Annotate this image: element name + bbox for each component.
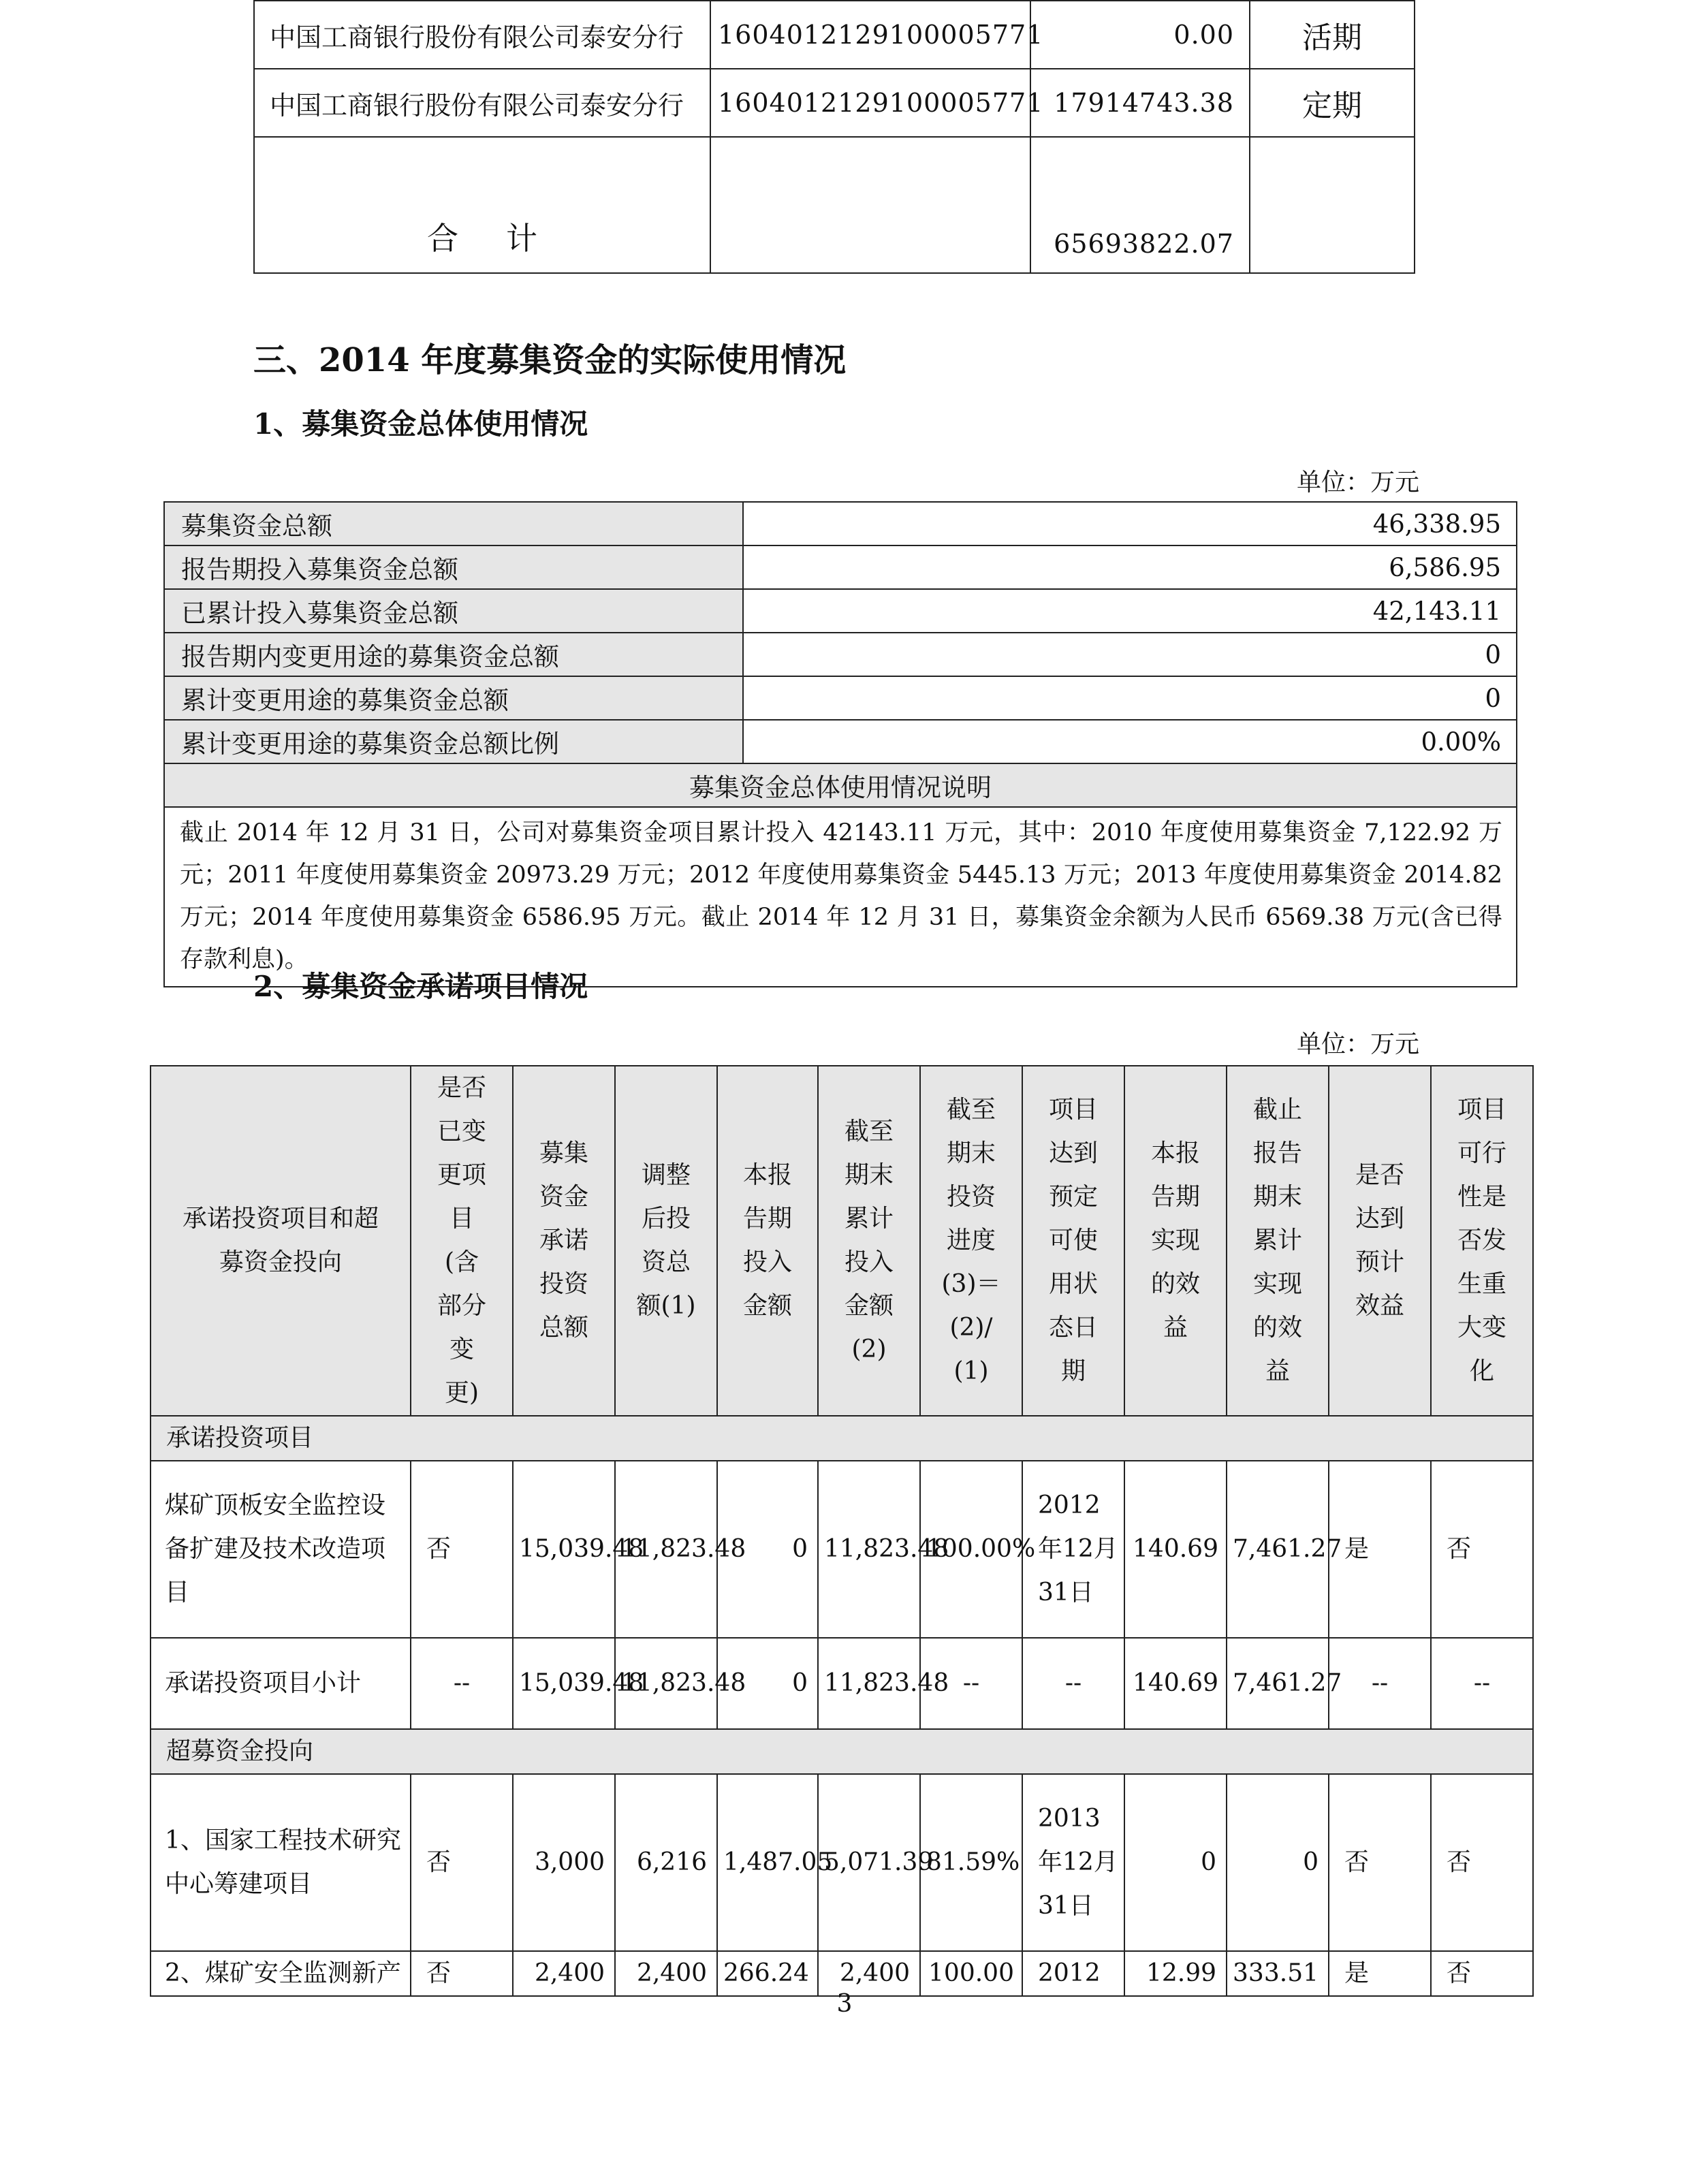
cell: 0 (1227, 1774, 1329, 1951)
cell: 3,000 (513, 1774, 615, 1951)
cell: -- (920, 1638, 1022, 1729)
cell: -- (411, 1638, 513, 1729)
cell: 否 (1431, 1461, 1533, 1638)
column-header: 承诺投资项目和超募资金投向 (151, 1066, 411, 1416)
cell: 140.69 (1124, 1638, 1227, 1729)
total-amount: 65693822.07 (1030, 137, 1250, 273)
cell: 100.00% (920, 1461, 1022, 1638)
subsection-title: 1、募集资金总体使用情况 (253, 407, 588, 441)
description-text: 截止 2014 年 12 月 31 日，公司对募集资金项目累计投入 42143.11 万元，其中：2010 年度使用募集资金 7,122.92 万元；2011 年度使用募集资金 20973.29 万元；2012 年度使用募集资金 5445.13 万元；2013 年度使用募集资金 2014.82 万元；2014 年度使用募集资金 6586.95 万元。截止 2014 年 12 月 31 日，募集资金余额为人民币 6569.38 万元(含已得存款利息)。 (164, 807, 1517, 987)
section-row (151, 1416, 1533, 1461)
column-header: 截至期末投资进度(3)＝(2)/(1) (920, 1066, 1022, 1416)
table-row (164, 545, 1517, 589)
cell: 否 (1431, 1951, 1533, 1996)
table-row (151, 1638, 1533, 1729)
description-header: 募集资金总体使用情况说明 (164, 763, 1517, 807)
deposit-table (253, 0, 1415, 274)
section-label: 承诺投资项目 (151, 1416, 1533, 1461)
column-header: 截止报告期末累计实现的效益 (1227, 1066, 1329, 1416)
cell: 333.51 (1227, 1951, 1329, 1996)
table-row (164, 807, 1517, 987)
cell: 266.24 (717, 1951, 818, 1996)
table-row (164, 676, 1517, 720)
project-name: 煤矿顶板安全监控设备扩建及技术改造项目 (151, 1461, 411, 1638)
empty-cell (710, 137, 1030, 273)
cell: 2012年12月31日 (1022, 1461, 1124, 1638)
table-row (164, 589, 1517, 633)
subsection-title: 2、募集资金承诺项目情况 (253, 970, 588, 1003)
cell: 5,071.39 (818, 1774, 920, 1951)
page-number: 3 (836, 1990, 853, 2018)
table-row (151, 1774, 1533, 1951)
unit-label: 单位：万元 (1297, 469, 1420, 496)
row-label: 已累计投入募集资金总额 (164, 589, 743, 633)
cell: 7,461.27 (1227, 1638, 1329, 1729)
cell: 11,823.48 (615, 1638, 717, 1729)
empty-cell (1250, 137, 1415, 273)
cell: 是 (1329, 1461, 1431, 1638)
row-value: 46,338.95 (743, 502, 1517, 545)
cell: 否 (1431, 1774, 1533, 1951)
total-label: 合计 (254, 137, 710, 273)
table-row (151, 1461, 1533, 1638)
section-label: 超募资金投向 (151, 1729, 1533, 1774)
table-row (254, 69, 1415, 137)
cell: 2,400 (818, 1951, 920, 1996)
row-label: 报告期内变更用途的募集资金总额 (164, 633, 743, 676)
column-header: 项目达到预定可使用状态日期 (1022, 1066, 1124, 1416)
column-header: 本报告期投入金额 (717, 1066, 818, 1416)
cell: 15,039.48 (513, 1461, 615, 1638)
section-title: 三、2014 年度募集资金的实际使用情况 (253, 341, 847, 379)
account-number: 1604012129100005771 (710, 1, 1030, 69)
deposit-amount: 17914743.38 (1030, 69, 1250, 137)
cell: 0 (717, 1461, 818, 1638)
deposit-amount: 0.00 (1030, 1, 1250, 69)
row-label: 累计变更用途的募集资金总额比例 (164, 720, 743, 763)
row-value: 0 (743, 633, 1517, 676)
row-value: 0 (743, 676, 1517, 720)
cell: 0 (1124, 1774, 1227, 1951)
cell: 1,487.05 (717, 1774, 818, 1951)
row-value: 0.00% (743, 720, 1517, 763)
cell: 2013年12月31日 (1022, 1774, 1124, 1951)
bank-name: 中国工商银行股份有限公司泰安分行 (254, 69, 710, 137)
column-header: 是否达到预计效益 (1329, 1066, 1431, 1416)
row-value: 6,586.95 (743, 545, 1517, 589)
table-row (164, 720, 1517, 763)
column-header: 调整后投资总额(1) (615, 1066, 717, 1416)
section-row (151, 1729, 1533, 1774)
projects-table (150, 1065, 1534, 1997)
cell: 2012 (1022, 1951, 1124, 1996)
account-number: 1604012129100005771 (710, 69, 1030, 137)
column-header: 募集资金承诺投资总额 (513, 1066, 615, 1416)
bank-name: 中国工商银行股份有限公司泰安分行 (254, 1, 710, 69)
cell: 7,461.27 (1227, 1461, 1329, 1638)
cell: 100.00 (920, 1951, 1022, 1996)
header-row (151, 1066, 1533, 1416)
cell: 140.69 (1124, 1461, 1227, 1638)
table-row (164, 633, 1517, 676)
column-header: 本报告期实现的效益 (1124, 1066, 1227, 1416)
table-row (164, 502, 1517, 545)
column-header: 截至期末累计投入金额(2) (818, 1066, 920, 1416)
cell: 否 (411, 1951, 513, 1996)
row-value: 42,143.11 (743, 589, 1517, 633)
deposit-type: 活期 (1250, 1, 1415, 69)
total-row (254, 137, 1415, 273)
cell: 否 (1329, 1774, 1431, 1951)
table-row (164, 763, 1517, 807)
row-label: 报告期投入募集资金总额 (164, 545, 743, 589)
row-label: 募集资金总额 (164, 502, 743, 545)
cell: -- (1022, 1638, 1124, 1729)
cell: 否 (411, 1774, 513, 1951)
deposit-type: 定期 (1250, 69, 1415, 137)
cell: 15,039.48 (513, 1638, 615, 1729)
cell: 否 (411, 1461, 513, 1638)
cell: 2,400 (513, 1951, 615, 1996)
cell: 11,823.48 (818, 1638, 920, 1729)
column-header: 项目可行性是否发生重大变化 (1431, 1066, 1533, 1416)
cell: -- (1329, 1638, 1431, 1729)
column-header: 是否已变更项目(含部分变更) (411, 1066, 513, 1416)
project-name: 承诺投资项目小计 (151, 1638, 411, 1729)
cell: 是 (1329, 1951, 1431, 1996)
cell: -- (1431, 1638, 1533, 1729)
row-label: 累计变更用途的募集资金总额 (164, 676, 743, 720)
table-row (254, 1, 1415, 69)
cell: 12.99 (1124, 1951, 1227, 1996)
cell: 81.59% (920, 1774, 1022, 1951)
cell: 6,216 (615, 1774, 717, 1951)
cell: 0 (717, 1638, 818, 1729)
cell: 11,823.48 (818, 1461, 920, 1638)
overall-usage-table (163, 501, 1517, 987)
unit-label: 单位：万元 (1297, 1030, 1420, 1058)
project-name: 2、煤矿安全监测新产 (151, 1951, 411, 1996)
cell: 2,400 (615, 1951, 717, 1996)
project-name: 1、国家工程技术研究中心筹建项目 (151, 1774, 411, 1951)
cell: 11,823.48 (615, 1461, 717, 1638)
